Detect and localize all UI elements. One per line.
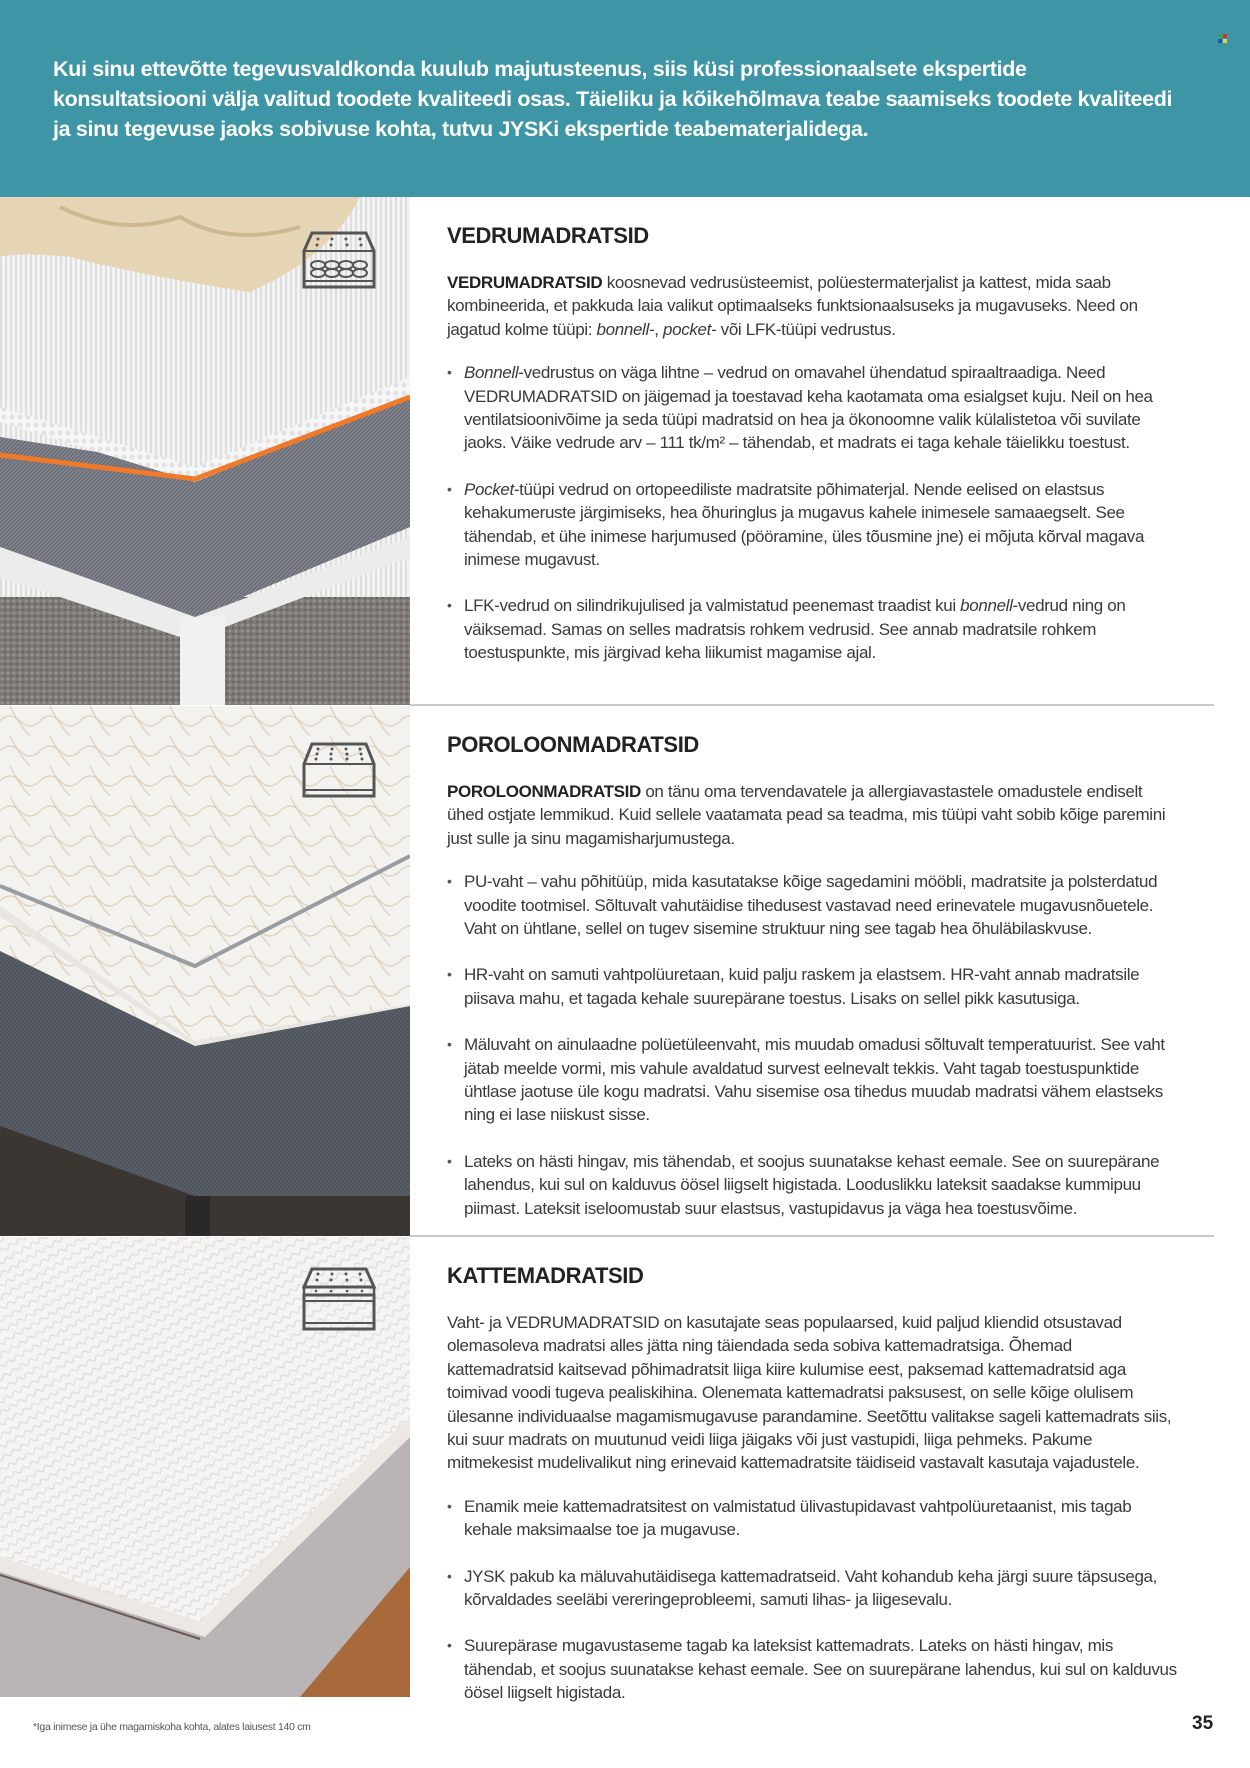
section-foam-mattresses xyxy=(0,706,1250,1236)
banner-text: Kui sinu ettevõtte tegevusvaldkonda kuulub majutusteenus, siis küsi professionaalsete ekspertide konsultatsiooni välja valitud toodete kvaliteedi osas. Täieliku ja kõikehõlmava teabe saamiseks toodete kvaliteedi ja sinu tegevuse jaoks sobivuse kohta, tutvu JYSKi ekspertide teabematerjalidega. xyxy=(53,57,1173,141)
page-number: 35 xyxy=(1192,1713,1214,1734)
spring-mattresses-content xyxy=(447,223,1177,688)
jysk-logo-icon xyxy=(1218,34,1226,43)
topper-types-list xyxy=(447,1495,1177,1705)
section-spring-mattresses xyxy=(0,197,1250,705)
foam-mattress-icon xyxy=(302,742,376,802)
section-title: VEDRUMADRATSID xyxy=(447,223,649,248)
header-banner xyxy=(0,0,1250,197)
spring-types-list xyxy=(447,361,1177,664)
list-item: • Bonnell-vedrustus on väga lihtne – vedrud on omavahel ühendatud spiraaltraadiga. Need VEDRUMADRATSID on jäigemad ja toestavad keha kaotamata oma esialgset kuju. Neil on hea ventilatsioonivõime ja seda tüüpi madratsid on hea ja ökonoomne valik külalistetoa või suvilate jaoks. Väike vedrude arv – 111 tk/m² – tähendab, et madrats ei taga kehale täielikku toestust. xyxy=(447,361,1177,455)
list-item: • Mäluvaht on ainulaadne polüetüleenvaht, mis muudab omadusi sõltuvalt temperatuurist. See vaht jätab meelde vormi, mis vahule avaldatud survest eelnevalt tekkis. Vaht tagab toestuspunktide ühtlase jaotuse üle kogu madratsi. Vahu sisemise osa tihedus muudab madratsi vähem elastseks ning ei lase niiskust sisse. xyxy=(447,1033,1177,1127)
topper-mattress-icon xyxy=(302,1267,376,1327)
foam-mattresses-content xyxy=(447,732,1177,1243)
section-intro: Vaht- ja VEDRUMADRATSID on kasutajate seas populaarsed, kuid paljud kliendid otsustavad olemasoleva madratsi alles jätta ning täiendada seda sobiva kattemadratsiga. Õhemad kattemadratsid kaitsevad põhimadratsit liiga kiire kulumise eest, paksemad kattemadratsid aga toimivad voodi tugeva pealiskihina. Olenemata kattemadratsi paksusest, on selle kõige olulisem ülesanne individuaalse magamismugavuse parandamine. Seetõttu valitakse sageli kattemadrats siis, kui suur madrats on muutunud veidi liiga jäigaks või just vastupidi, liiga pehmeks. Pakume mitmekesist mudelivalikut ning erinevaid kattemadratsite täidiseid vastavalt kasutaja vajadustele. xyxy=(447,1313,1172,1473)
section-title: POROLOONMADRATSID xyxy=(447,732,699,757)
list-item: • Lateks on hästi hingav, mis tähendab, et soojus suunatakse kehast eemale. See on suurepärane lahendus, kui sul on kalduvus öösel liigselt higistada. Looduslikku lateksit saadakse kummipuu piimast. Lateksit iseloomustab suur elastsus, vastupidavus ja väga hea toestusvõime. xyxy=(447,1150,1177,1220)
spring-mattress-icon xyxy=(302,231,376,291)
section-topper-mattresses xyxy=(0,1237,1250,1703)
section-intro: POROLOONMADRATSID on tänu oma tervendavatele ja allergiavastastele omadustele endiselt ühed ostjate lemmikud. Kuid sellele vaatamata pead sa teadma, mis tüüpi vaht sobib kõige paremini just sulle ja sinu magamisharjumustega. xyxy=(447,782,1166,848)
section-title: KATTEMADRATSID xyxy=(447,1263,644,1288)
section-intro: VEDRUMADRATSID koosnevad vedrusüsteemist, polüestermaterjalist ja kattest, mida saab kombineerida, et pakkuda laia valikut optimaalseks funktsionaalsuseks ja mugavuseks. Need on jagatud kolme tüüpi: bonnell-, pocket- või LFK-tüüpi vedrustus. xyxy=(447,273,1138,339)
list-item: • Suurepärase mugavustaseme tagab ka lateksist kattemadrats. Lateks on hästi hingav, mis tähendab, et soojus suunatakse kehast eemale. See on suurepärane lahendus, kui sul on kalduvus öösel liigselt higistada. xyxy=(447,1634,1177,1704)
list-item: • LFK-vedrud on silindrikujulised ja valmistatud peenemast traadist kui bonnell-vedrud ning on väiksemad. Samas on selles madratsis rohkem vedrusid. See annab madratsile rohkem toestuspunkte, mis järgivad keha liikumist magamise ajal. xyxy=(447,594,1177,664)
foam-types-list xyxy=(447,870,1177,1220)
list-item: • Enamik meie kattemadratsitest on valmistatud ülivastupidavast vahtpolüuretaanist, mis tagab kehale maksimaalse toe ja mugavuse. xyxy=(447,1495,1177,1542)
list-item: • PU-vaht – vahu põhitüüp, mida kasutatakse kõige sagedamini mööbli, madratsite ja polsterdatud voodite tootmisel. Sõltuvalt vahutäidise tihedusest vastavad need erinevatele mugavusnõuetele. Vaht on ühtlane, sellel on tugev sisemine struktuur ning see tagab hea õhuläbilaskvuse. xyxy=(447,870,1177,940)
list-item: • JYSK pakub ka mäluvahutäidisega kattemadratseid. Vaht kohandub keha järgi suure täpsusega, kõrvaldades seeläbi vereringeprobleemi, samuti lihas- ja liigesevalu. xyxy=(447,1565,1177,1612)
topper-mattresses-content xyxy=(447,1263,1177,1728)
list-item: • Pocket-tüüpi vedrud on ortopeediliste madratsite põhimaterjal. Nende eelised on elastsus kehakumeruste järgimiseks, hea õhuringlus ja mugavus kahele inimesele samaaegselt. See tähendab, et ühe inimese harjumused (pööramine, üles tõusmine jne) ei mõjuta kõrval magava inimese mugavust. xyxy=(447,478,1177,572)
footnote: *Iga inimese ja ühe magamiskoha kohta, alates laiusest 140 cm xyxy=(33,1721,311,1733)
list-item: • HR-vaht on samuti vahtpolüuretaan, kuid palju raskem ja elastsem. HR-vaht annab madratsile piisava mahu, et tagada kehale suurepärane toestus. Lisaks on sellel pikk kasutusiga. xyxy=(447,963,1177,1010)
